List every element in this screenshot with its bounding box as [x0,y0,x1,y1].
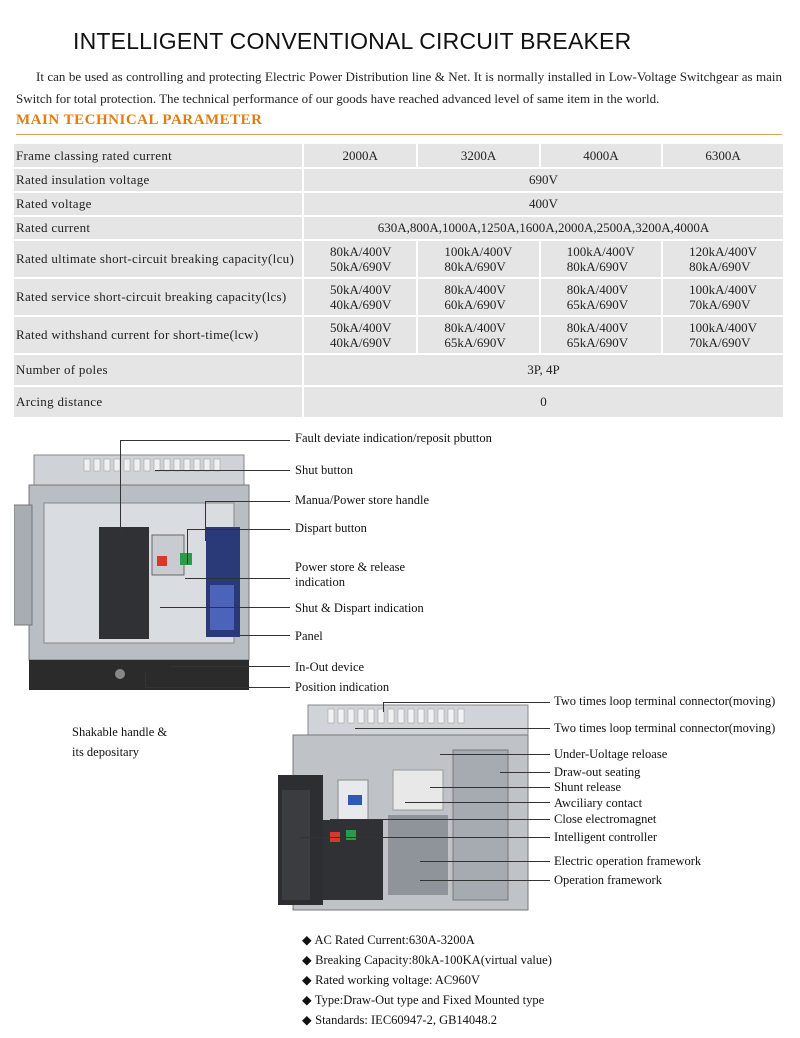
table-row [14,317,783,353]
feature-item: ◆ AC Rated Current:630A-3200A [302,933,475,947]
section-divider [16,134,782,135]
leader-line [155,470,290,471]
callout-terminal-1: Two times loop terminal connector(moving) [554,694,776,708]
table-cell: 3P, 4P [304,355,783,385]
callout-electromagnet: Close electromagnet [554,812,657,826]
table-cell: 80kA/400V 65kA/690V [541,279,663,315]
leader-line [405,802,550,803]
leader-line [187,529,188,564]
intro-paragraph: It can be used as controlling and protecting Electric Power Distribution line & Net. It is normally installed in Low-Voltage Switchgear as main Switch for total protection. The technical performance of our goods have reached advanced level of same item in the world. [16,69,782,106]
row-label: Rated ultimate short-circuit breaking capacity(lcu) [14,241,304,277]
row-label: Rated withshand current for short-time(lcw) [14,317,304,353]
callout-electric-framework: Electric operation framework [554,854,702,868]
table-row [14,217,783,239]
page-title: INTELLIGENT CONVENTIONAL CIRCUIT BREAKER [73,28,632,54]
diamond-bullet-icon: ◆ [302,993,312,1007]
table-cell: 3200A [418,144,540,167]
leader-line [170,666,290,667]
table-row [14,144,783,167]
table-cell: 80kA/400V 60kA/690V [418,279,540,315]
breaker-internal-photo [268,700,533,925]
table-row [14,241,783,277]
leader-line [145,672,146,687]
leader-line [500,772,550,773]
table-cell: 100kA/400V 70kA/690V [663,317,783,353]
row-label: Number of poles [14,355,304,385]
callout-in-out: In-Out device [295,660,365,674]
table-cell: 630A,800A,1000A,1250A,1600A,2000A,2500A,3200A,4000A [304,217,783,239]
leader-line [187,529,290,530]
callout-power-store-2: indication [295,575,345,589]
row-label: Rated service short-circuit breaking capacity(lcs) [14,279,304,315]
leader-line [205,501,290,502]
feature-item: ◆ Rated working voltage: AC960V [302,973,481,987]
table-cell: 50kA/400V 40kA/690V [304,279,418,315]
leader-line [240,635,290,636]
callout-shut-button: Shut button [295,463,353,477]
leader-line [420,861,550,862]
leader-line [420,880,550,881]
table-cell: 400V [304,193,783,215]
callout-under-voltage: Under-Uoltage reloase [554,747,668,761]
callout-position: Position indication [295,680,390,694]
table-cell: 100kA/400V 80kA/690V [541,241,663,277]
callout-power-store: Power store & release [295,560,406,574]
table-row [14,387,783,417]
table-row [14,193,783,215]
table-cell: 50kA/400V 40kA/690V [304,317,418,353]
leader-line [440,754,550,755]
callout-shakable: Shakable handle & [72,725,168,739]
row-label: Rated current [14,217,304,239]
callout-controller: Intelligent controller [554,830,658,844]
table-cell: 80kA/400V 50kA/690V [304,241,418,277]
callout-fault-indication: Fault deviate indication/reposit pbutton [295,431,492,445]
table-cell: 80kA/400V 65kA/690V [418,317,540,353]
table-cell: 4000A [541,144,663,167]
callout-panel: Panel [295,629,323,643]
callout-draw-out: Draw-out seating [554,765,641,779]
table-cell: 100kA/400V 70kA/690V [663,279,783,315]
feature-item: ◆ Standards: IEC60947-2, GB14048.2 [302,1013,498,1027]
diamond-bullet-icon: ◆ [302,1013,312,1027]
diamond-bullet-icon: ◆ [302,933,312,947]
callout-shakable-2: its depositary [72,745,140,759]
leader-line [383,702,550,703]
leader-line [185,578,290,579]
feature-item: ◆ Breaking Capacity:80kA-100KA(virtual value) [302,953,552,967]
callout-store-handle: Manua/Power store handle [295,493,429,507]
table-cell: 690V [304,169,783,191]
row-label: Frame classing rated current [14,144,304,167]
leader-line [355,728,550,729]
table-cell: 120kA/400V 80kA/690V [663,241,783,277]
table-cell: 2000A [304,144,418,167]
section-title: MAIN TECHNICAL PARAMETER [16,112,263,128]
row-label: Rated voltage [14,193,304,215]
callout-operation-framework: Operation framework [554,873,662,887]
leader-line [330,819,550,820]
leader-line [160,607,290,608]
leader-line [205,501,206,541]
table-row [14,279,783,315]
diamond-bullet-icon: ◆ [302,973,312,987]
row-label: Arcing distance [14,387,304,417]
table-cell: 0 [304,387,783,417]
callout-auxiliary: Awciliary contact [554,796,643,810]
callout-terminal-2: Two times loop terminal connector(moving) [554,721,776,735]
diamond-bullet-icon: ◆ [302,953,312,967]
parameter-table [14,142,783,419]
row-label: Rated insulation voltage [14,169,304,191]
table-row [14,355,783,385]
callout-shut-dispart: Shut & Dispart indication [295,601,424,615]
table-cell: 80kA/400V 65kA/690V [541,317,663,353]
callout-shunt: Shunt release [554,780,621,794]
leader-line [300,837,550,838]
leader-line [383,702,384,712]
table-cell: 6300A [663,144,783,167]
breaker-front-photo [14,445,274,695]
leader-line [120,440,290,441]
table-cell: 100kA/400V 80kA/690V [418,241,540,277]
leader-line [120,440,121,540]
table-row [14,169,783,191]
feature-item: ◆ Type:Draw-Out type and Fixed Mounted type [302,993,545,1007]
leader-line [430,787,550,788]
leader-line [145,687,290,688]
callout-dispart-button: Dispart button [295,521,367,535]
